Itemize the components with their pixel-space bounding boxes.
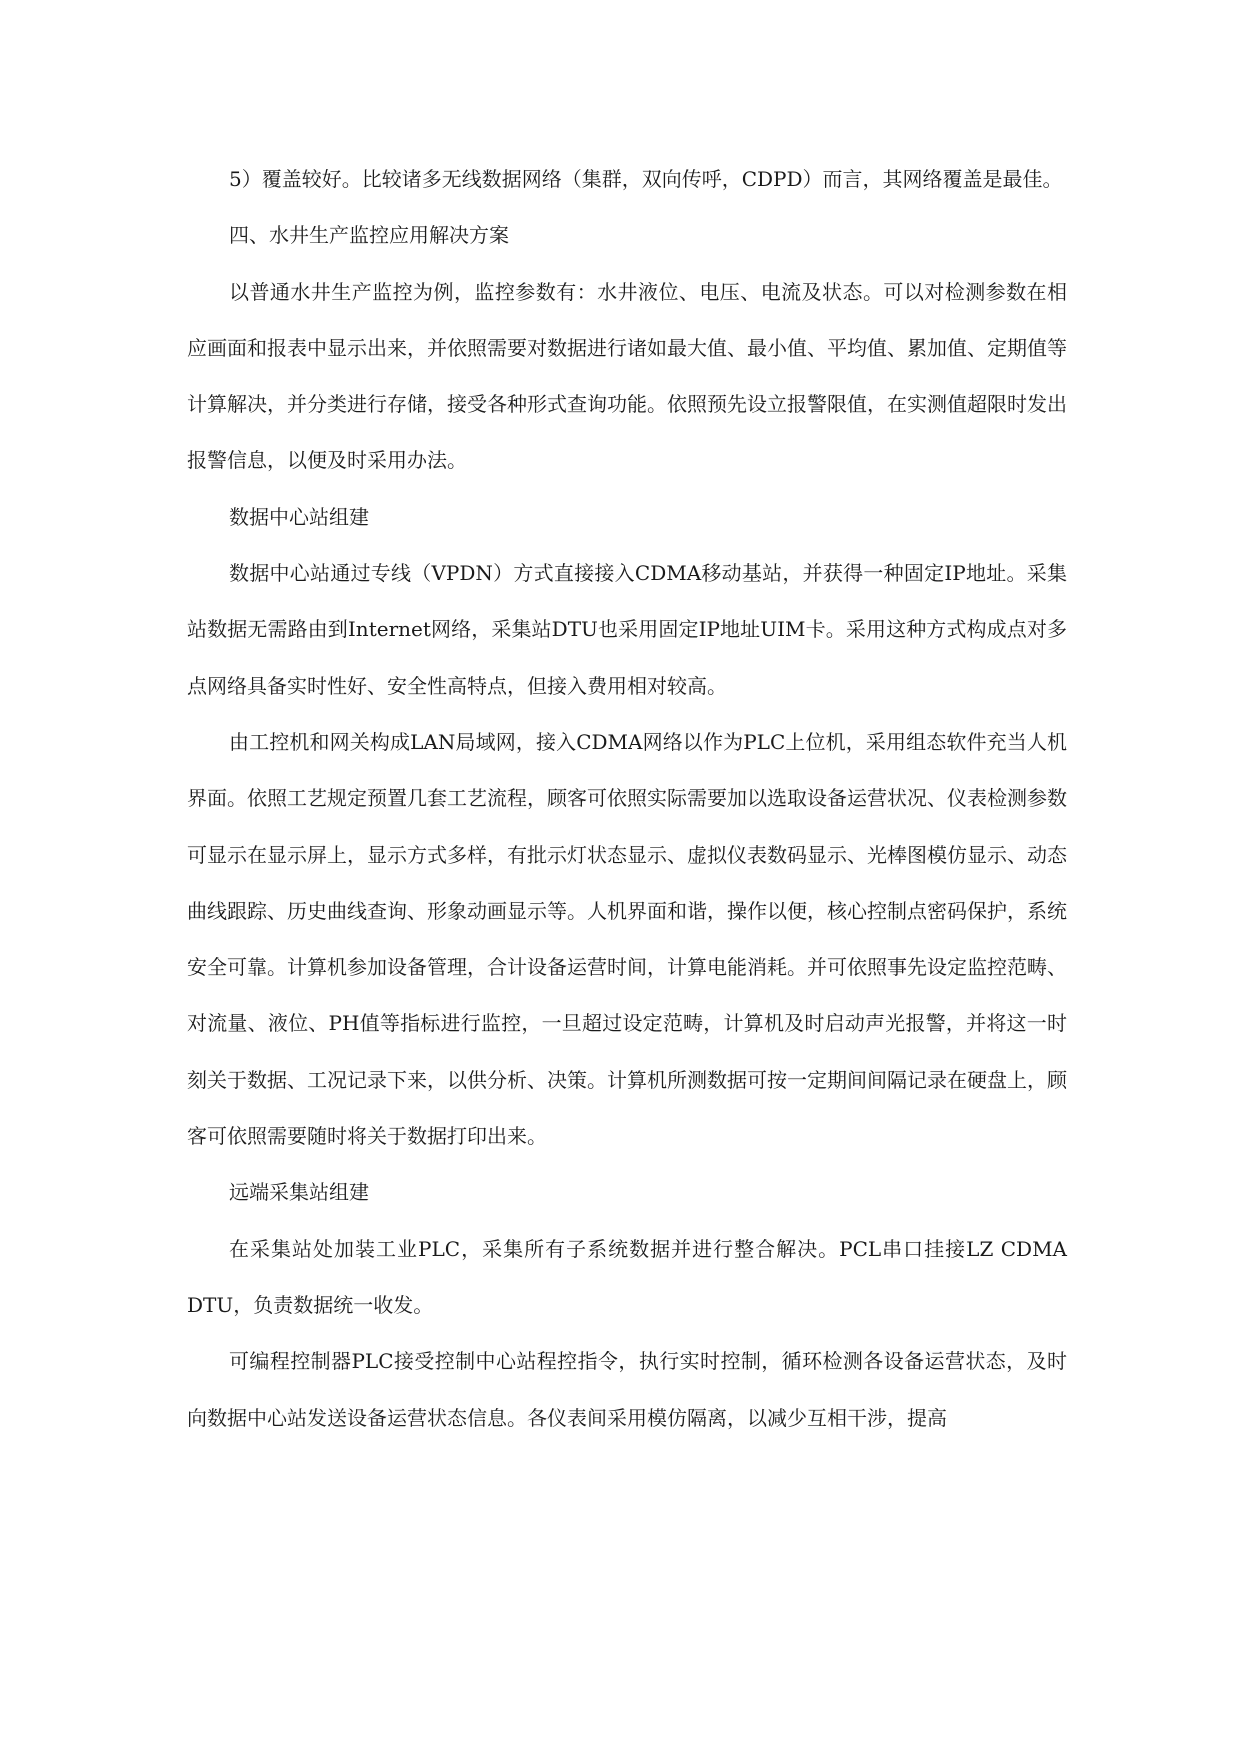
- section-heading-remote-station: 远端采集站组建: [229, 1180, 369, 1205]
- para-lan-hmi: 由工控机和网关构成LAN局域网，接入CDMA网络以作为PLC上位机，采用组态软件充当人机界面。依照工艺规定预置几套工艺流程，顾客可依照实际需要加以选取设备运营状况、仪表检测参数可显示在显示屏上，显示方式多样，有批示灯状态显示、虚拟仪表数码显示、光棒图模仿显示、动态曲线跟踪、历史曲线查询、形象动画显示等。人机界面和谐，操作以便，核心控制点密码保护，系统安全可靠。计算机参加设备管理，合计设备运营时间，计算电能消耗。并可依照事先设定监控范畴、对流量、液位、PH值等指标进行监控，一旦超过设定范畴，计算机及时启动声光报警，并将这一时刻关于数据、工况记录下来，以供分析、决策。计算机所测数据可按一定期间间隔记录在硬盘上，顾客可依照需要随时将关于数据打印出来。: [187, 729, 1067, 1149]
- para-data-center-vpdn: 数据中心站通过专线（VPDN）方式直接接入CDMA移动基站，并获得一种固定IP地址。采集站数据无需路由到Internet网络，采集站DTU也采用固定IP地址UIM卡。采用这种方式构成点对多点网络具备实时性好、安全性高特点，但接入费用相对较高。: [187, 561, 1067, 698]
- para-monitoring-params: 以普通水井生产监控为例，监控参数有：水井液位、电压、电流及状态。可以对检测参数在相应画面和报表中显示出来，并依照需要对数据进行诸如最大值、最小值、平均值、累加值、定期值等计算解决，并分类进行存储，接受各种形式查询功能。依照预先设立报警限值，在实测值超限时发出报警信息，以便及时采用办法。: [187, 279, 1067, 473]
- document-page: [187, 151, 1067, 1446]
- section-heading-solution: 四、水井生产监控应用解决方案: [229, 223, 509, 248]
- section-heading-data-center: 数据中心站组建: [229, 504, 369, 529]
- para-plc-install: 在采集站处加装工业PLC，采集所有子系统数据并进行整合解决。PCL串口挂接LZ CDMA DTU，负责数据统一收发。: [187, 1236, 1067, 1317]
- para-plc-control: 可编程控制器PLC接受控制中心站程控指令，执行实时控制，循环检测各设备运营状态，及时向数据中心站发送设备运营状态信息。各仪表间采用模仿隔离，以减少互相干涉，提高: [187, 1349, 1067, 1430]
- para-coverage: 5）覆盖较好。比较诸多无线数据网络（集群，双向传呼，CDPD）而言，其网络覆盖是最佳。: [229, 167, 1063, 191]
